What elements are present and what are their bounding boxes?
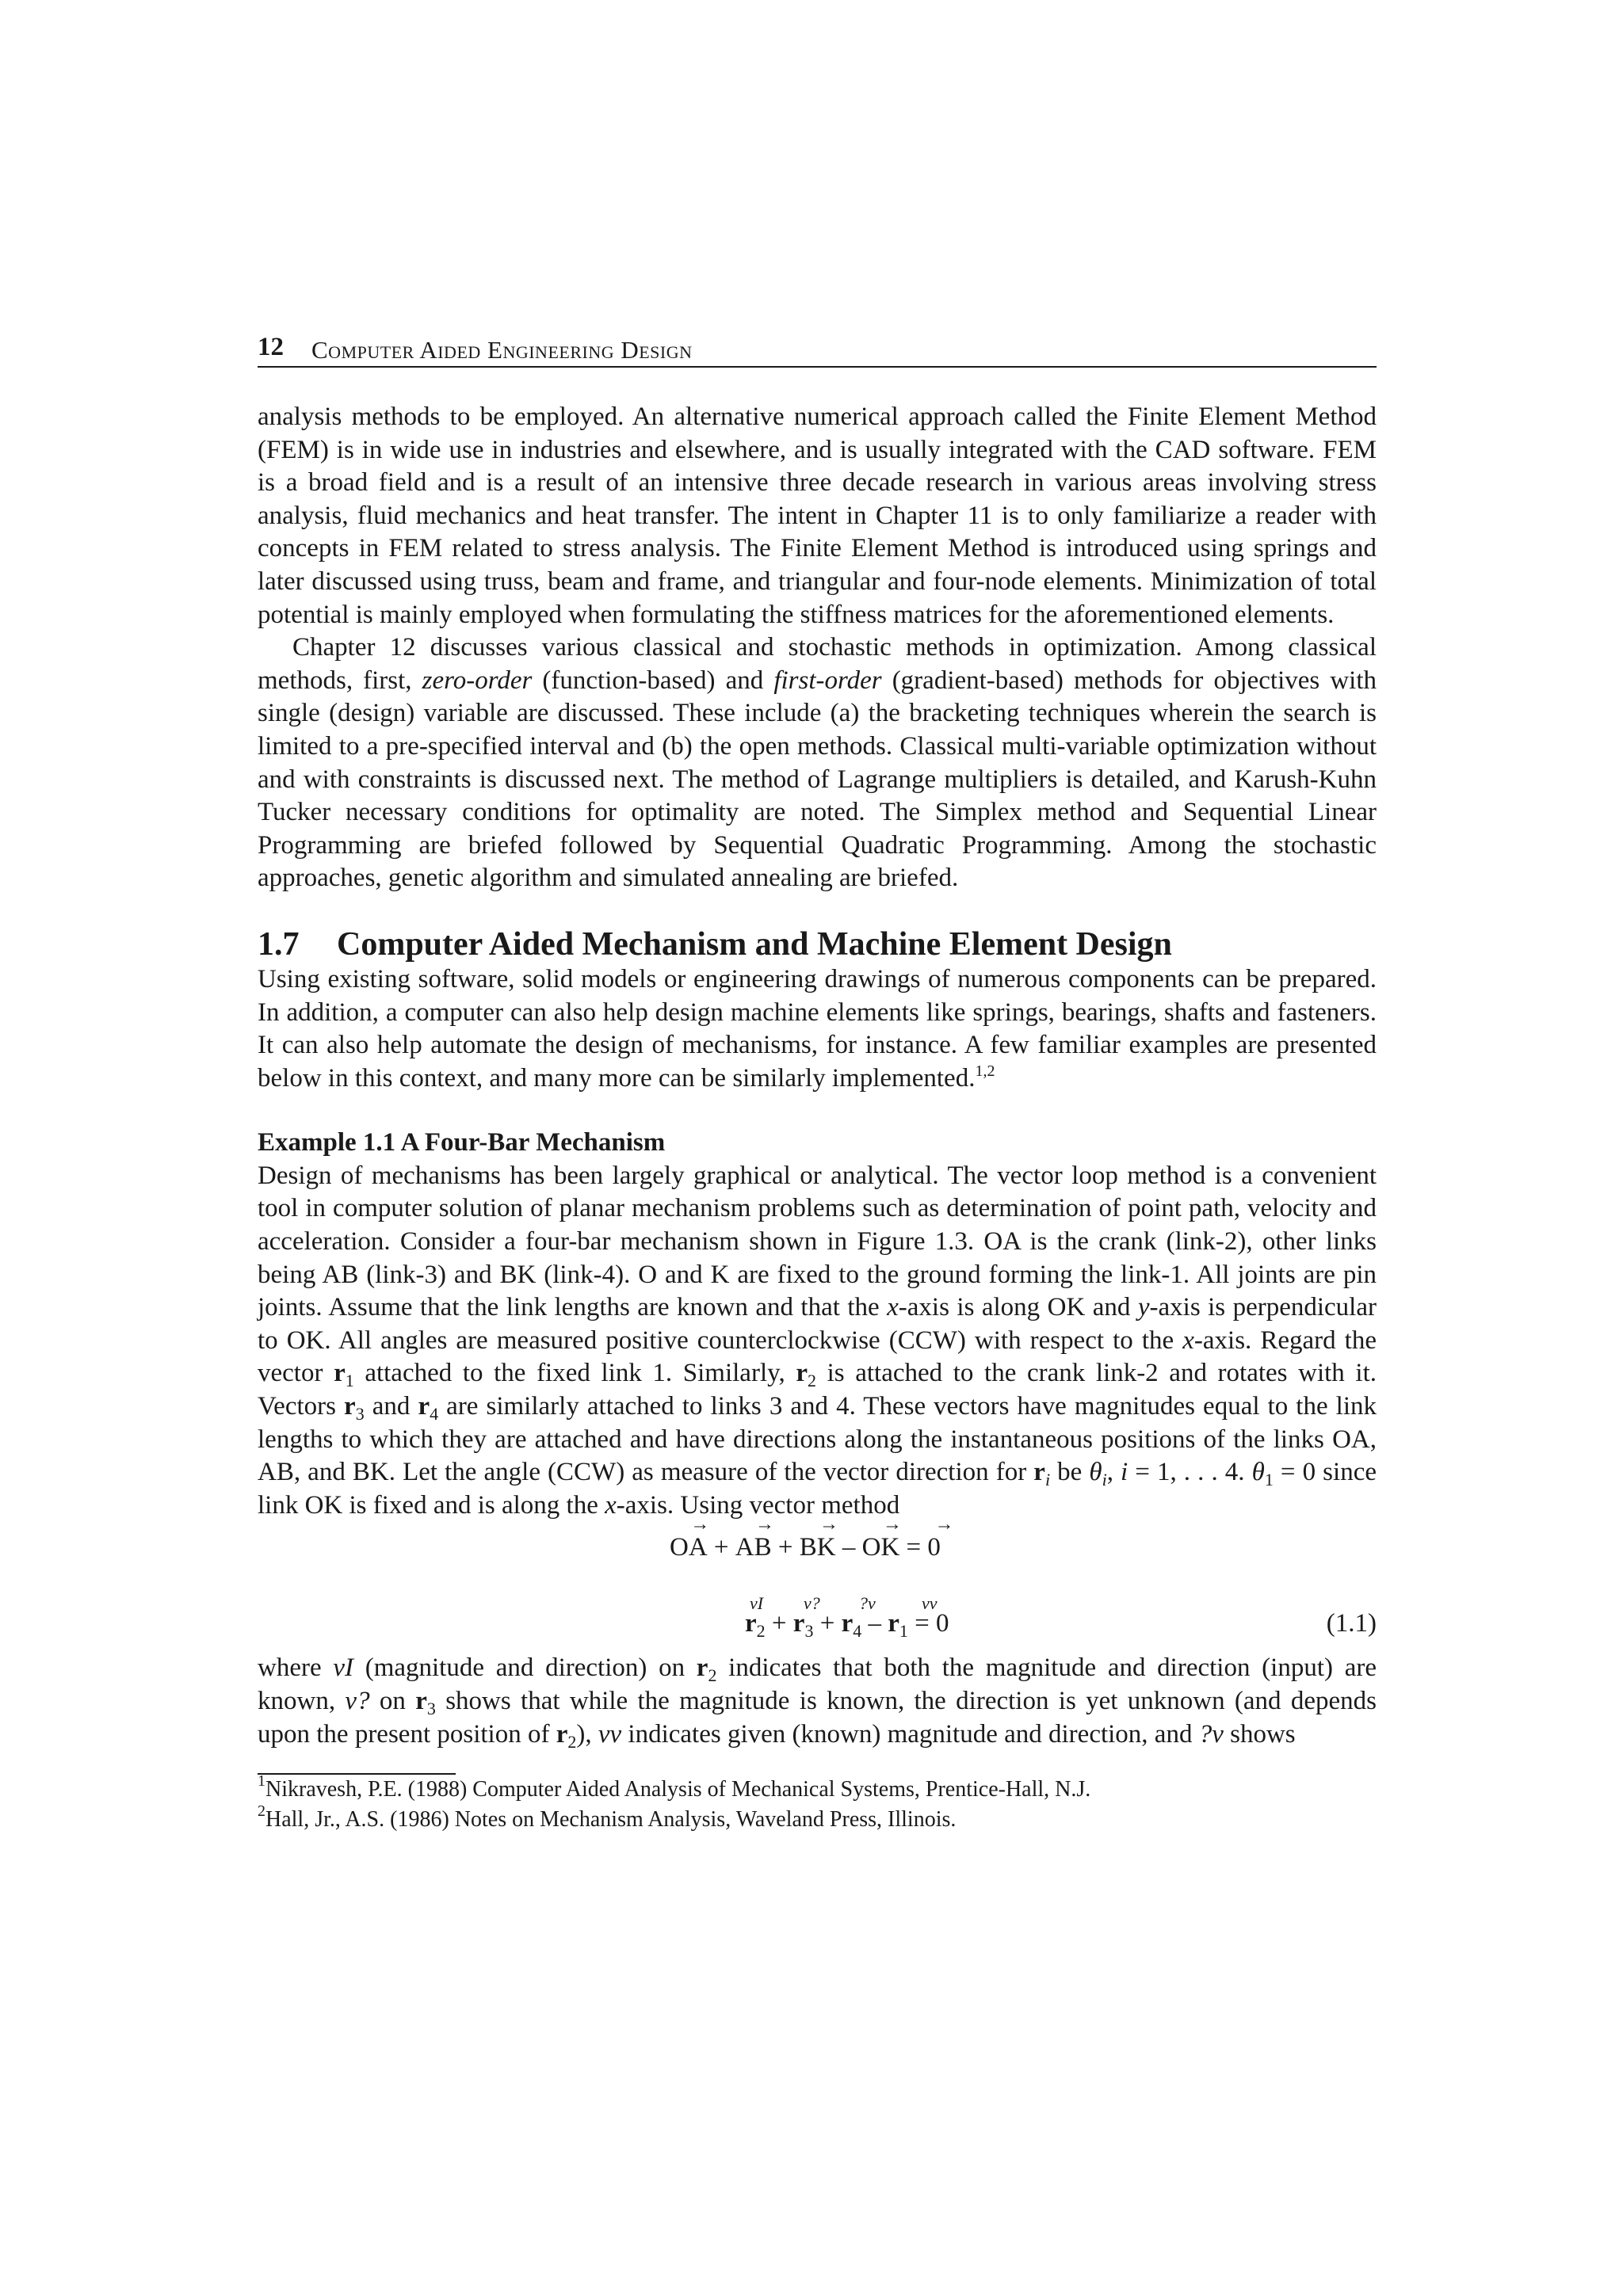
vector-loop-equation: → OA + → AB + → BK – → OK = → 0 <box>670 1533 941 1562</box>
section-heading <box>258 925 1377 963</box>
equation-number: (1.1) <box>1326 1609 1377 1638</box>
book-page <box>258 317 1377 1835</box>
running-head <box>258 317 1377 368</box>
annotation-r2: vI <box>750 1593 764 1614</box>
footnote-2: $^2$Hall, Jr., A.S. (1986) Notes on Mechanism Analysis, Waveland Press, Illinois. <box>258 1802 957 1833</box>
annotation-r4: ?v <box>859 1593 876 1614</box>
annotation-r3: v? <box>804 1593 820 1614</box>
annotation-r1: vv <box>922 1593 938 1614</box>
page-number: 12 <box>258 333 284 361</box>
paragraph-fem: analysis methods to be employed. An alternative numerical approach called the Finite Element Method (FEM) is in wide use in industries and elsewhere, and is usually integrated with the CAD software. FEM is a broad field and is a result of an intensive three decade research in various areas involving stress analysis, fluid mechanics and heat transfer. The intent in Chapter 11 is to only familiarize a reader with concepts in FEM related to stress analysis. The Finite Element Method is introduced using springs and later discussed using truss, beam and frame, and triangular and four-node elements. Minimization of total potential is mainly employed when formulating the stiffness matrices for the aforementioned elements. <box>258 402 1377 629</box>
paragraph-mechanism-intro: Using existing software, solid models or engineering drawings of numerous components can be prepared. In addition, a computer can also help design machine elements like springs, bearings, shafts and fasteners. It can also help automate the design of mechanisms, for instance. A few familiar examples are presented below in this context, and many more can be similarly implemented.$^{1,2}$ <box>258 964 1377 1093</box>
paragraph-optimization: Chapter 12 discusses various classical and stochastic methods in optimization. Among classical methods, first, zero-order (function-based) and first-order (gradient-based) methods for objectives with single (design) variable are discussed. These include (a) the bracketing techniques wherein the search is limited to a pre-specified interval and (b) the open methods. Classical multi-variable optimization without and with constraints is discussed next. The method of Lagrange multipliers is detailed, and Karush-Kuhn Tucker necessary conditions for optimality are noted. The Simplex method and Sequential Linear Programming are briefed followed by Sequential Quadratic Programming. Among the stochastic approaches, genetic algorithm and simulated annealing are briefed. <box>258 633 1377 893</box>
equation-block <box>258 1527 1377 1650</box>
book-title: Computer Aided Engineering Design <box>311 336 693 364</box>
vector-equation: $r_2 + r_3 + r_4 - r_1 = 0$ <box>745 1609 949 1642</box>
footnote-reference: 1,2 <box>975 1062 995 1080</box>
footnote-1: $^1$Nikravesh, P.E. (1988) Computer Aided Analysis of Mechanical Systems, Prentice-Hall, N.J. <box>258 1772 1091 1802</box>
section-title: Computer Aided Mechanism and Machine Element Design <box>337 925 1172 963</box>
section-number: 1.7 <box>258 925 300 963</box>
example-heading: Example 1.1 A Four-Bar Mechanism <box>258 1128 666 1158</box>
paragraph-notation: where vI (magnitude and direction) on $r_2$ indicates that both the magnitude and direction (input) are known, v? on $r_3$ shows that while the magnitude is known, the direction is yet unknown (and depends upon the present position of $r_2$), vv indicates given (known) magnitude and direction, and ?v shows <box>258 1653 1377 1752</box>
paragraph-four-bar: Design of mechanisms has been largely graphical or analytical. The vector loop method is a convenient tool in computer solution of planar mechanism problems such as determination of point path, velocity and acceleration. Consider a four-bar mechanism shown in Figure 1.3. OA is the crank (link-2), other links being AB (link-3) and BK (link-4). O and K are fixed to the ground forming the link-1. All joints are pin joints. Assume that the link lengths are known and that the x-axis is along OK and y-axis is perpendicular to OK. All angles are measured positive counterclockwise (CCW) with respect to the x-axis. Regard the vector $r_1$ attached to the fixed link 1. Similarly, $r_2$ is attached to the crank link-2 and rotates with it. Vectors $r_3$ and $r_4$ are similarly attached to links 3 and 4. These vectors have magnitudes equal to the link lengths to which they are attached and have directions along the instantaneous positions of the links OA, AB, and BK. Let the angle (CCW) as measure of the vector direction for $r_i$ be $\theta_i$, i = 1, . . . 4. $\theta_1 = 0$ since link OK is fixed and is along the x-axis. Using vector method <box>258 1161 1377 1520</box>
